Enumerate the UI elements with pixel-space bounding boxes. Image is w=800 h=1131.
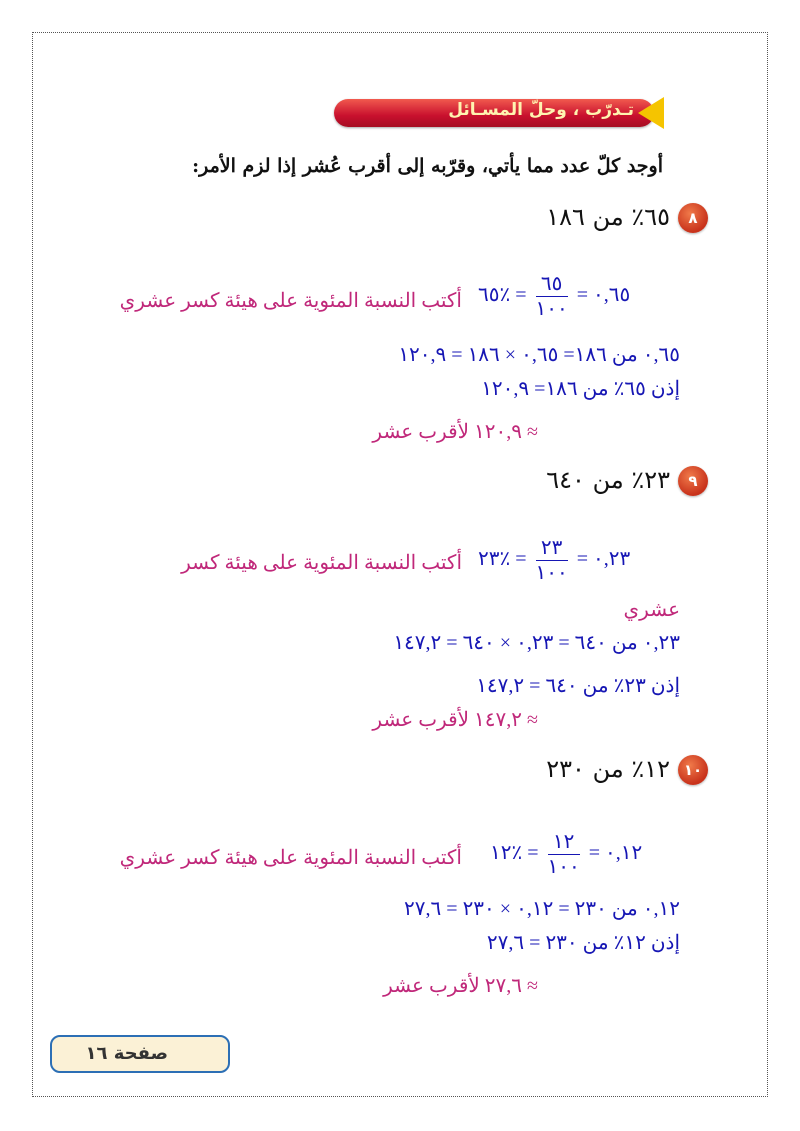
percent-value: ٪٦٥ bbox=[478, 284, 511, 307]
step-note: أكتب النسبة المئوية على هيئة كسر عشري bbox=[119, 847, 462, 869]
problem-title: ٢٣٪ من ٦٤٠ bbox=[546, 466, 670, 494]
fraction-denominator: ١٠٠ bbox=[547, 856, 580, 878]
step-note-continued: عشري bbox=[623, 599, 680, 621]
fraction bbox=[548, 830, 580, 879]
instruction-text: أوجد كلّ عدد مما يأتي، وقرّبه إلى أقرب عُشر إذا لزم الأمر: bbox=[192, 155, 663, 177]
rounding-step: ≈ ٢٧,٦ لأقرب عشر bbox=[383, 975, 538, 997]
problem-title: ٦٥٪ من ١٨٦ bbox=[546, 203, 670, 231]
decimal-value: ٠,٢٣ bbox=[593, 548, 631, 571]
multiplication-step: ٠,٦٥ من ١٨٦= ٠,٦٥ × ١٨٦ = ١٢٠,٩ bbox=[398, 344, 680, 366]
fraction-equation: ٠,١٢ = $\frac{١٢}{١٠٠}$ = ٪١٢ bbox=[490, 831, 643, 878]
page-number-box bbox=[50, 1035, 230, 1073]
percent-value: ٪١٢ bbox=[490, 842, 523, 865]
conclusion-step: إذن ٦٥٪ من ١٨٦= ١٢٠,٩ bbox=[481, 378, 680, 400]
fraction bbox=[536, 536, 568, 585]
decimal-value: ٠,١٢ bbox=[605, 842, 643, 865]
problem-title: ١٢٪ من ٢٣٠ bbox=[546, 755, 670, 783]
problem-number-badge: ١٠ bbox=[678, 755, 708, 785]
rounding-step: ≈ ١٤٧,٢ لأقرب عشر bbox=[372, 709, 538, 731]
step-note: أكتب النسبة المئوية على هيئة كسر عشري bbox=[119, 290, 462, 312]
fraction-equation: ٠,٢٣ = $\frac{٢٣}{١٠٠}$ = ٪٢٣ bbox=[478, 537, 631, 584]
problem-number-badge: ٨ bbox=[678, 203, 708, 233]
conclusion-step: إذن ١٢٪ من ٢٣٠ = ٢٧,٦ bbox=[486, 932, 680, 954]
decimal-value: ٠,٦٥ bbox=[593, 284, 631, 307]
fraction-numerator: ٢٣ bbox=[536, 536, 568, 561]
step-note: أكتب النسبة المئوية على هيئة كسر bbox=[181, 552, 462, 574]
fraction bbox=[536, 272, 568, 321]
page-number: صفحة ١٦ bbox=[85, 1043, 168, 1064]
multiplication-step: ٠,١٢ من ٢٣٠ = ٠,١٢ × ٢٣٠ = ٢٧,٦ bbox=[404, 898, 680, 920]
arrow-icon bbox=[638, 97, 664, 129]
conclusion-step: إذن ٢٣٪ من ٦٤٠ = ١٤٧,٢ bbox=[476, 675, 680, 697]
multiplication-step: ٠,٢٣ من ٦٤٠ = ٠,٢٣ × ٦٤٠ = ١٤٧,٢ bbox=[393, 632, 680, 654]
fraction-numerator: ١٢ bbox=[548, 830, 580, 855]
fraction-numerator: ٦٥ bbox=[536, 272, 568, 297]
problem-number-badge: ٩ bbox=[678, 466, 708, 496]
banner-title: تـدرّب ، وحلّ المسـائل bbox=[448, 100, 634, 120]
fraction-denominator: ١٠٠ bbox=[535, 298, 568, 320]
section-banner bbox=[334, 97, 664, 131]
fraction-denominator: ١٠٠ bbox=[535, 562, 568, 584]
percent-value: ٪٢٣ bbox=[478, 548, 511, 571]
rounding-step: ≈ ١٢٠,٩ لأقرب عشر bbox=[372, 421, 538, 443]
fraction-equation: ٠,٦٥ = $\frac{٦٥}{١٠٠}$ = ٪٦٥ bbox=[478, 273, 631, 320]
